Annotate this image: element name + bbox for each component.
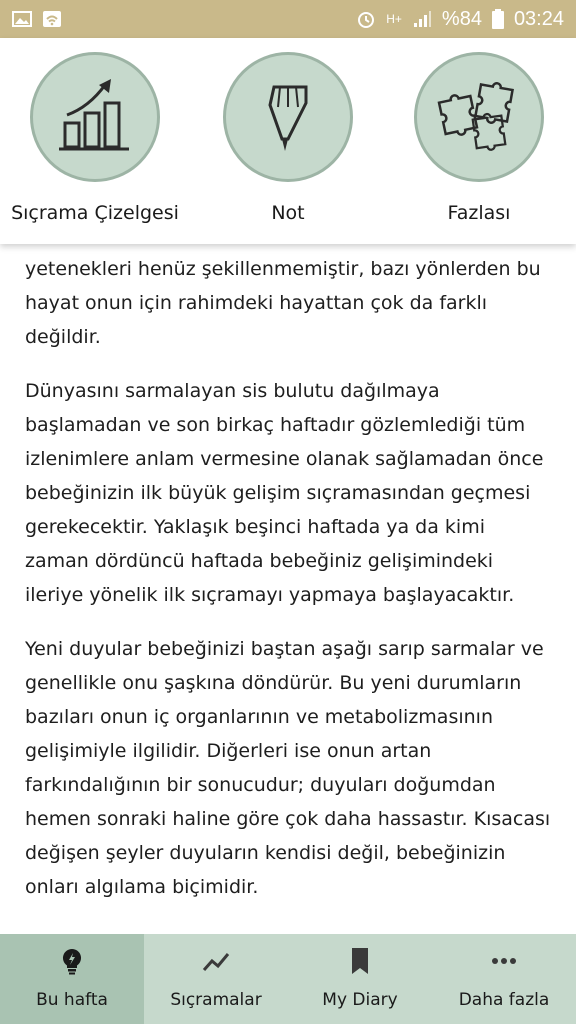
- nav-my-diary[interactable]: [288, 934, 432, 1024]
- bottom-navigation: [0, 934, 576, 1024]
- trend-icon: [201, 946, 231, 976]
- clock: 03:24: [513, 8, 564, 30]
- feature-note[interactable]: [193, 52, 383, 224]
- article-paragraph: Dünyasını sarmalayan sis bulutu dağılmaya başlamadan ve son birkaç haftadır gözlemlediği tüm izlenimlere anlam vermesine olanak sağlamadan önce bebeğinizin ilk büyük gelişim sıçramasından geçmesi gerekecektir. Yaklaşık beşinci haftada ya da kimi zaman dördüncü haftada bebeğiniz gelişimindeki ileriye yönelik ilk sıçramayı yapmaya başlayacaktır.: [25, 380, 544, 606]
- feature-label: Fazlası: [447, 202, 511, 224]
- more-icon: [489, 946, 519, 976]
- article-paragraph: yetenekleri henüz şekillenmemiştir, bazı yönlerden bu hayat onun için rahimdeki hayattan çok da farklı değildir.: [25, 258, 541, 348]
- wifi-icon: [42, 9, 62, 29]
- status-bar: [0, 0, 576, 38]
- alarm-icon: [356, 9, 376, 29]
- article-content: [0, 244, 576, 934]
- feature-label: Not: [271, 202, 305, 224]
- nav-label: Daha fazla: [458, 990, 550, 1010]
- feature-label: Sıçrama Çizelgesi: [11, 202, 179, 224]
- signal-icon: [412, 9, 432, 29]
- feature-circle: [223, 52, 353, 182]
- nav-more[interactable]: [432, 934, 576, 1024]
- nav-label: Sıçramalar: [170, 990, 262, 1010]
- battery-icon: [492, 9, 504, 29]
- bulb-icon: [57, 946, 87, 976]
- feature-circle: [414, 52, 544, 182]
- feature-panel: [0, 38, 576, 244]
- feature-more[interactable]: [384, 52, 574, 224]
- feature-circle: [30, 52, 160, 182]
- battery-percent: %84: [441, 8, 482, 30]
- feature-leap-chart[interactable]: [0, 52, 190, 224]
- bookmark-icon: [345, 946, 375, 976]
- nav-this-week[interactable]: [0, 934, 144, 1024]
- nav-label: Bu hafta: [36, 990, 108, 1010]
- nav-leaps[interactable]: [144, 934, 288, 1024]
- puzzle-icon: [434, 77, 524, 157]
- network-type: H+: [386, 12, 402, 26]
- nav-label: My Diary: [322, 990, 398, 1010]
- article-paragraph: Yeni duyular bebeğinizi baştan aşağı sarıp sarmalar ve genellikle onu şaşkına döndürür. Bu yeni durumların bazıları onun iç organlarının ve metabolizmasının gelişimiyle ilgilidir. Diğerleri ise onun artan farkındalığının bir sonucudur; duyuları doğumdan hemen sonraki haline göre çok daha hassastır. Kısacası değişen şeyler duyuların kendisi değil, bebeğinizin onları algılama biçimidir.: [25, 638, 551, 898]
- chart-growth-icon: [55, 77, 135, 157]
- image-icon: [12, 9, 32, 29]
- pencil-icon: [248, 77, 328, 157]
